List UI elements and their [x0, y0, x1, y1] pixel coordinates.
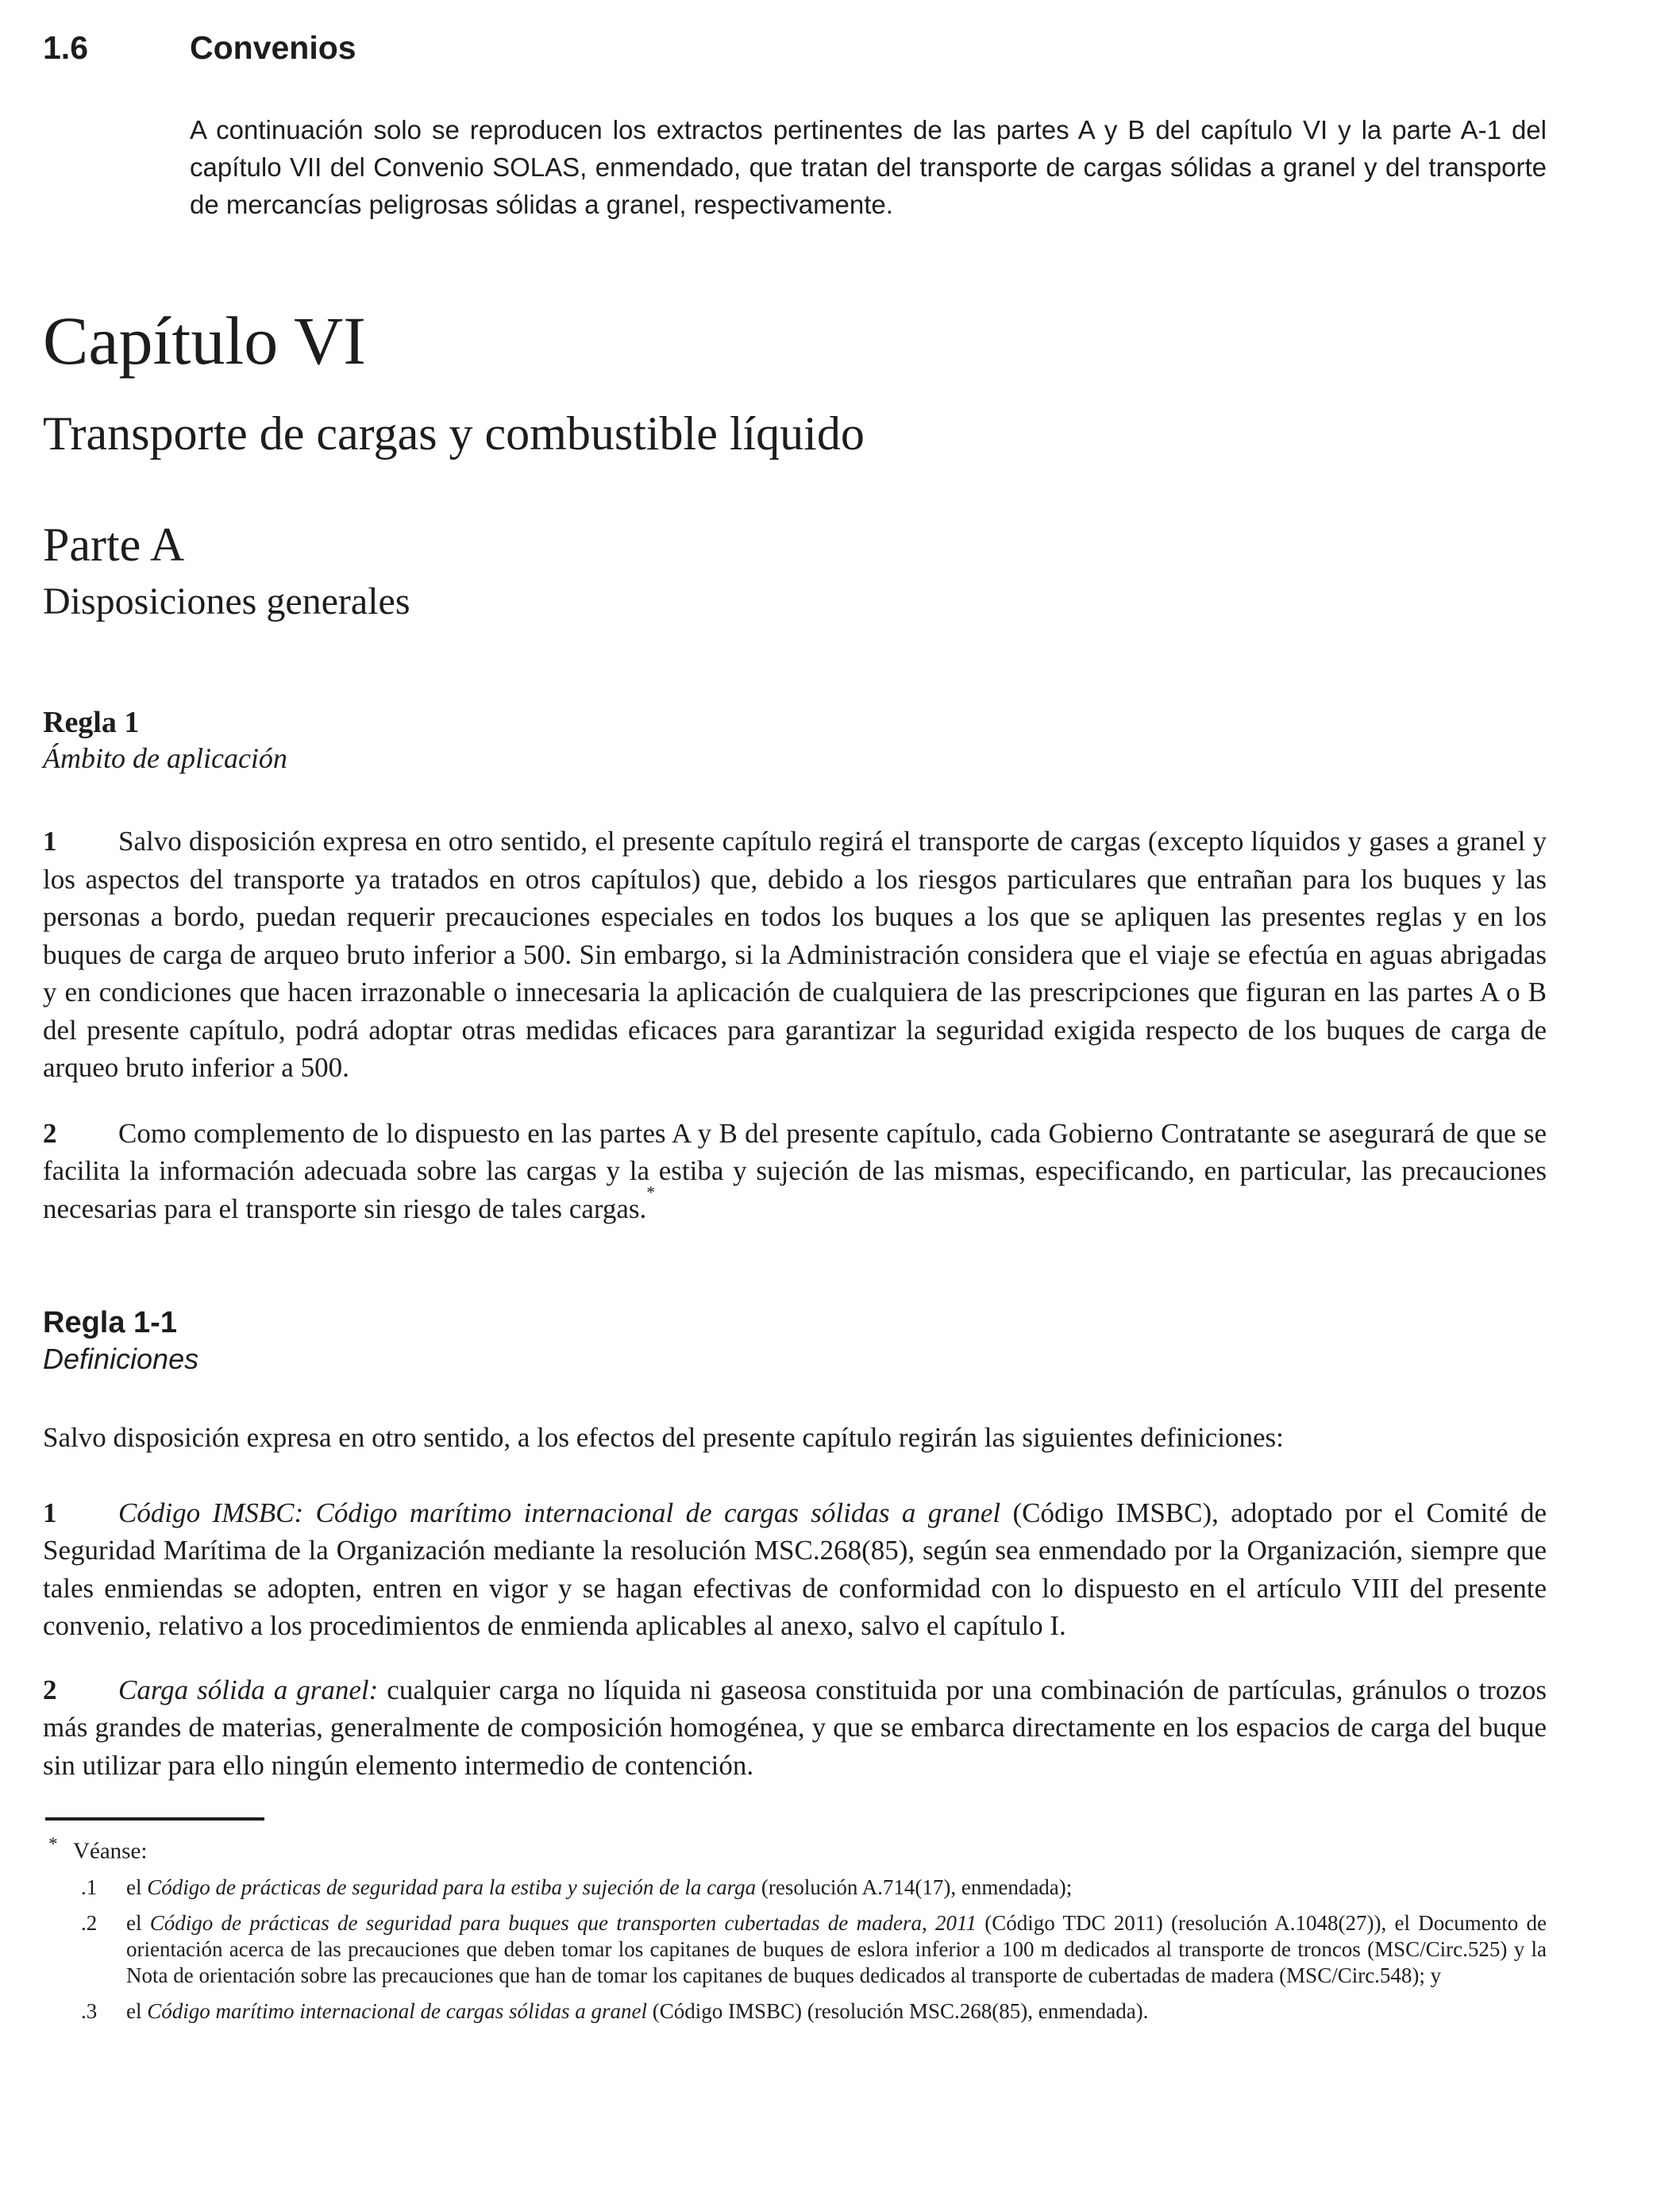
definition-1: [43, 1494, 1547, 1645]
footnote-marker-asterisk: *: [48, 1834, 58, 1855]
regla-1-paragraph-2: [43, 1115, 1547, 1228]
footnote-prefix: el: [126, 1910, 150, 1935]
footnote-number: .1: [81, 1875, 98, 1899]
paragraph-number: 1: [43, 826, 57, 857]
footnote-header: [43, 1832, 1547, 1864]
paragraph-text: Como complemento de lo dispuesto en las partes A y B del presente capítulo, cada Gobierno Contratante se asegurará de que se facilita la información adecuada sobre las cargas y la estiba y sujeción de las mismas, especificando, en particular, las precauciones necesarias para el transporte sin riesgo de tales cargas.: [43, 1117, 1547, 1224]
regla-1-1-heading: [43, 1304, 1547, 1377]
part-title: Parte A: [43, 518, 185, 572]
footnote-number: .2: [81, 1910, 98, 1935]
footnote-title: Código de prácticas de seguridad para la estiba y sujeción de la carga: [147, 1875, 757, 1899]
section-title: Convenios: [190, 29, 356, 66]
footnote-prefix: el: [126, 1875, 148, 1899]
footnote-text: (Código IMSBC) (resolución MSC.268(85), enmendada).: [647, 1998, 1149, 2023]
paragraph-number: 1: [43, 1497, 57, 1528]
definition-term: Carga sólida a granel:: [118, 1674, 379, 1705]
footnote-divider-rule: [45, 1817, 264, 1821]
intro-paragraph: A continuación solo se reproducen los extractos pertinentes de las partes A y B del capítulo VI y la parte A-1 del capítulo VII del Convenio SOLAS, enmendado, que tratan del transporte de cargas sólidas a granel y del transporte de mercancías peligrosas sólidas a granel, respectivamente.: [190, 115, 1547, 220]
definitions-lead-paragraph: Salvo disposición expresa en otro sentido, a los efectos del presente capítulo regirán las siguientes definiciones:: [43, 1422, 1284, 1454]
regla-1-heading: [43, 704, 1547, 776]
footnotes-section: [43, 1832, 1547, 2024]
footnote-item-1: [43, 1875, 1547, 1901]
regla-1-1-title: Regla 1-1: [43, 1306, 177, 1340]
section-number: 1.6: [43, 29, 88, 66]
part-subtitle: Disposiciones generales: [43, 580, 410, 623]
regla-1-subtitle: Ámbito de aplicación: [43, 742, 287, 775]
footnote-item-3: [43, 1998, 1547, 2025]
section-header: [43, 30, 1547, 66]
regla-1-paragraph-1: [43, 823, 1547, 1087]
footnote-label: Véanse:: [73, 1838, 148, 1864]
paragraph-number: 2: [43, 1117, 57, 1149]
regla-1-1-subtitle: Definiciones: [43, 1343, 199, 1376]
paragraph-text: Salvo disposición expresa en otro sentido, el presente capítulo regirá el transporte de cargas (excepto líquidos y gases a granel y los aspectos del transporte ya tratados en otros capítulos) que, debido a los riesgos particulares que entrañan para los buques y las personas a bordo, puedan requerir precauciones especiales en todos los buques a los que se apliquen las presentes reglas y en los buques de carga de arqueo bruto inferior a 500. Sin embargo, si la Administración considera que el viaje se efectúa en aguas abrigadas y en condiciones que hacen irrazonable o innecesaria la aplicación de cualquiera de las prescripciones que figuran en las partes A o B del presente capítulo, podrá adoptar otras medidas eficaces para garantizar la seguridad exigida respecto de los buques de carga de arqueo bruto inferior a 500.: [43, 826, 1547, 1084]
footnote-prefix: el: [126, 1998, 148, 2023]
footnote-reference-asterisk: *: [646, 1183, 656, 1203]
chapter-title: Capítulo VI: [43, 302, 366, 380]
chapter-subtitle: Transporte de cargas y combustible líquido: [43, 407, 865, 460]
footnote-text: (resolución A.714(17), enmendada);: [756, 1875, 1073, 1899]
regla-1-title: Regla 1: [43, 706, 140, 740]
definition-text: (Código IMSBC), adoptado por el Comité de Seguridad Marítima de la Organización mediante la resolución MSC.268(85), según sea enmendado por la Organización, siempre que tales enmiendas se adopten, entren en vigor y se hagan efectivas de conformidad con lo dispuesto en el artículo VIII del presente convenio, relativo a los procedimientos de enmienda aplicables al anexo, salvo el capítulo I.: [43, 1497, 1547, 1642]
definition-2: [43, 1671, 1547, 1785]
footnote-item-2: [43, 1910, 1547, 1989]
footnote-title: Código de prácticas de seguridad para buques que transporten cubertadas de madera, 2011: [149, 1910, 977, 1935]
footnote-title: Código marítimo internacional de cargas sólidas a granel: [147, 1998, 647, 2023]
definition-text: cualquier carga no líquida ni gaseosa constituida por una combinación de partículas, gránulos o trozos más grandes de materias, generalmente de composición homogénea, y que se embarca directamente en los espacios de carga del buque sin utilizar para ello ningún elemento intermedio de contención.: [43, 1674, 1547, 1781]
definition-term: Código IMSBC: Código marítimo internacional de cargas sólidas a granel: [118, 1497, 1001, 1528]
footnote-text: (Código TDC 2011) (resolución A.1048(27)), el Documento de orientación acerca de las precauciones que deben tomar los capitanes de buques de eslora inferior a 100 m dedicados al transporte de troncos (MSC/Circ.525) y la Nota de orientación sobre las precauciones que han de tomar los capitanes de buques dedicados al transporte de cubertadas de madera (MSC/Circ.548); y: [126, 1910, 1547, 1987]
paragraph-number: 2: [43, 1674, 57, 1705]
footnote-number: .3: [81, 1998, 98, 2023]
